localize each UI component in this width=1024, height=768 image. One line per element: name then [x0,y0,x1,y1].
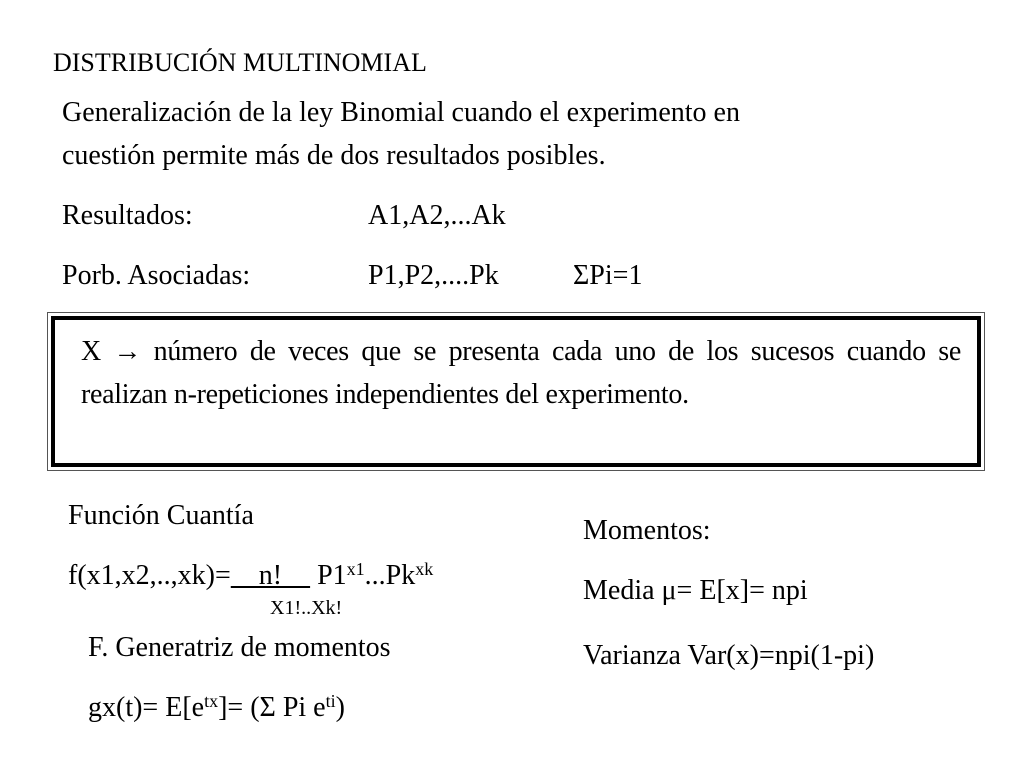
formula-lhs: f(x1,x2,..,xk)= [68,560,231,591]
page-title: DISTRIBUCIÓN MULTINOMIAL [53,48,427,77]
probabilidades-label: Porb. Asociadas: [62,260,251,291]
generatriz-part-3: ) [335,692,345,723]
momentos-varianza: Varianza Var(x)=npi(1-pi) [583,640,875,671]
generatriz-exp-2: ti [325,691,336,711]
momentos-heading: Momentos: [583,515,711,546]
probabilidades-value: P1,P2,....Pk [368,260,499,291]
probabilidades-sum: ΣPi=1 [573,260,643,291]
momentos-media: Media μ= E[x]= npi [583,575,808,606]
intro-line-1: Generalización de la ley Binomial cuando el experimento en [62,97,740,128]
funcion-cuantia-heading: Función Cuantía [68,500,254,531]
generatriz-formula [88,691,345,723]
intro-line-2: cuestión permite más de dos resultados posibles. [62,140,606,171]
generatriz-heading: F. Generatriz de momentos [88,632,391,663]
formula-p1-exponent: x1 [346,559,365,579]
generatriz-part-1: gx(t)= E[e [88,692,205,723]
resultados-value: A1,A2,...Ak [368,200,506,231]
resultados-label: Resultados: [62,200,193,231]
generatriz-exp-1: tx [204,691,219,711]
formula-denominator: X1!..Xk! [270,597,343,619]
generatriz-part-2: ]= (Σ Pi e [218,692,326,723]
formula-pk-exponent: xk [415,559,434,579]
formula-p1: P1 [310,560,347,591]
definition-box [47,312,985,471]
formula-numerator: n! [230,560,311,591]
definition-text: X → número de veces que se presenta cada uno de los sucesos cuando se realizan n-repeticiones independientes del experimento. [81,336,961,410]
formula-pk: ...Pk [364,560,416,591]
funcion-cuantia-formula [68,559,434,591]
